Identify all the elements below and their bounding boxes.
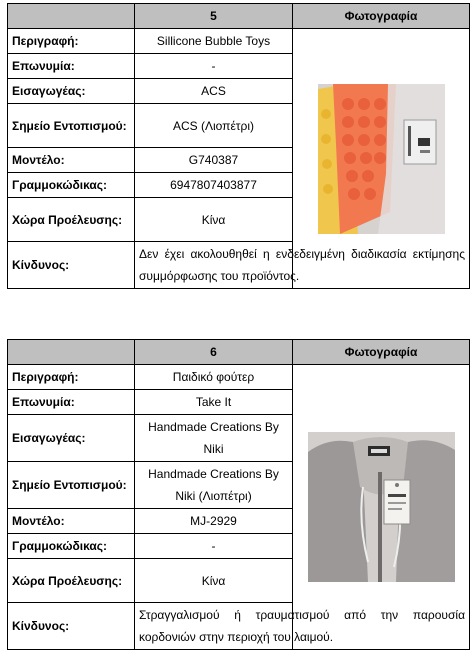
model-value: G740387	[135, 148, 293, 173]
brand-value: Take It	[135, 390, 293, 415]
barcode-label: Γραμμοκώδικας:	[8, 534, 135, 559]
origin-label: Χώρα Προέλευσης:	[8, 198, 135, 242]
barcode-value: 6947807403877	[135, 173, 293, 198]
model-label: Μοντέλο:	[8, 509, 135, 534]
barcode-value: -	[135, 534, 293, 559]
importer-label: Εισαγωγέας:	[8, 79, 135, 104]
header-blank-cell	[8, 340, 135, 365]
importer-value: ACS	[135, 79, 293, 104]
description-value: Sillicone Bubble Toys	[135, 29, 293, 54]
origin-label: Χώρα Προέλευσης:	[8, 559, 135, 603]
brand-label: Επωνυμία:	[8, 54, 135, 79]
product-photo-hoodie	[308, 432, 455, 582]
photo-header: Φωτογραφία	[293, 340, 470, 365]
description-label: Περιγραφή:	[8, 29, 135, 54]
photo-header: Φωτογραφία	[293, 4, 470, 29]
product-table-5	[7, 3, 470, 289]
brand-label: Επωνυμία:	[8, 390, 135, 415]
risk-value: Στραγγαλισμού ή τραυματισμού από την παρουσία κορδονιών στην περιοχή του λαιμού.	[135, 603, 470, 650]
origin-value: Κίνα	[135, 198, 293, 242]
description-label: Περιγραφή:	[8, 365, 135, 390]
risk-label: Κίνδυνος:	[8, 242, 135, 289]
importer-label: Εισαγωγέας:	[8, 415, 135, 462]
hoodie-image	[308, 432, 455, 582]
model-label: Μοντέλο:	[8, 148, 135, 173]
model-value: MJ-2929	[135, 509, 293, 534]
risk-value: Δεν έχει ακολουθηθεί η ενδεδειγμένη διαδικασία εκτίμησης συμμόρφωσης του προϊόντος.	[135, 242, 470, 289]
barcode-label: Γραμμοκώδικας:	[8, 173, 135, 198]
product-photo-bubble-toys	[318, 84, 445, 234]
product-table-6	[7, 339, 470, 650]
header-blank-cell	[8, 4, 135, 29]
location-label: Σημείο Εντοπισμού:	[8, 462, 135, 509]
brand-value: -	[135, 54, 293, 79]
product-number: 5	[135, 4, 293, 29]
risk-label: Κίνδυνος:	[8, 603, 135, 650]
origin-value: Κίνα	[135, 559, 293, 603]
importer-value: Handmade Creations By Niki	[135, 415, 293, 462]
description-value: Παιδικό φούτερ	[135, 365, 293, 390]
bubble-toy-image	[318, 84, 445, 234]
product-number: 6	[135, 340, 293, 365]
location-value: ACS (Λιοπέτρι)	[135, 104, 293, 148]
location-label: Σημείο Εντοπισμού:	[8, 104, 135, 148]
location-value: Handmade Creations By Niki (Λιοπέτρι)	[135, 462, 293, 509]
